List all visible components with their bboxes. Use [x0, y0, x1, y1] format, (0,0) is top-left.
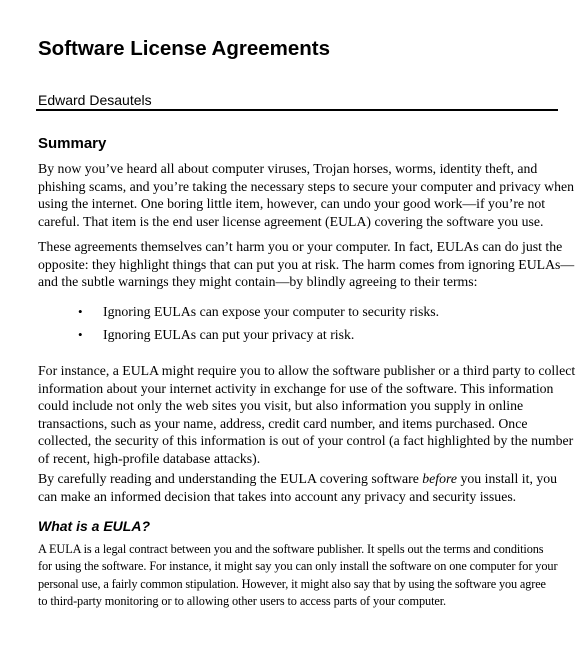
text-line: collected, the security of this information is out of your control (a fact highlighted by the number	[38, 433, 574, 448]
text-line: to third-party monitoring or to allowing other users to access parts of your computer.	[38, 594, 447, 609]
eula-subheading: What is a EULA?	[38, 518, 151, 534]
emphasis-text: before	[422, 471, 458, 486]
text-line: can make an informed decision that takes into account any privacy and security issues.	[38, 488, 517, 504]
text-line: By now you’ve heard all about computer viruses, Trojan horses, worms, identity theft, and	[38, 161, 538, 176]
summary-paragraph-2	[38, 238, 574, 291]
author-name: Edward Desautels	[38, 92, 152, 108]
text-line: using the internet. One boring little item, however, can undo your good work—if you’re not	[38, 196, 546, 211]
text-line: A EULA is a legal contract between you and the software publisher. It spells out the terms and conditions	[38, 542, 544, 556]
text-line: and the subtle warnings they might contain—by blindly agreeing to their terms:	[38, 274, 478, 289]
text-line: personal use, a fairly common stipulation. However, it might also say that by using the software you agree	[38, 576, 546, 591]
summary-paragraph-4	[38, 470, 557, 505]
text-line: could include not only the web sites you visit, but also information you supply in online	[38, 398, 524, 413]
text-line: of recent, high-profile database attacks).	[38, 450, 261, 466]
text-line	[38, 470, 557, 488]
text-line: careful. That item is the end user license agreement (EULA) covering the software you use.	[38, 213, 544, 229]
text-segment: By carefully reading and understanding the EULA covering software	[38, 471, 423, 486]
text-line: For instance, a EULA might require you to allow the software publisher or a third party to collect	[38, 363, 576, 378]
text-line: information about your internet activity in exchange for use of the software. This information	[38, 380, 554, 396]
summary-heading: Summary	[38, 135, 107, 152]
text-line: transactions, such as your name, address, credit card number, and items purchased. Once	[38, 415, 528, 431]
bullet-icon: •	[78, 304, 83, 319]
text-line: for using the software. For instance, it might say you can only install the software on one computer for your	[38, 559, 558, 574]
summary-paragraph-1	[38, 160, 574, 230]
list-item-text: Ignoring EULAs can expose your computer to security risks.	[103, 304, 440, 319]
eula-definition-paragraph	[38, 541, 557, 611]
summary-paragraph-3	[38, 362, 575, 467]
text-segment: you install it, you	[457, 471, 558, 486]
document-title: Software License Agreements	[38, 37, 331, 60]
text-line: These agreements themselves can’t harm you or your computer. In fact, EULAs can do just the	[38, 239, 563, 254]
text-line: opposite: they highlight things that can put you at risk. The harm comes from ignoring EULAs—	[38, 256, 575, 272]
header-divider	[36, 109, 558, 111]
bullet-icon: •	[78, 327, 83, 342]
list-item-text: Ignoring EULAs can put your privacy at risk.	[103, 327, 355, 342]
text-line: phishing scams, and you’re taking the necessary steps to secure your computer and privacy when	[38, 178, 575, 194]
